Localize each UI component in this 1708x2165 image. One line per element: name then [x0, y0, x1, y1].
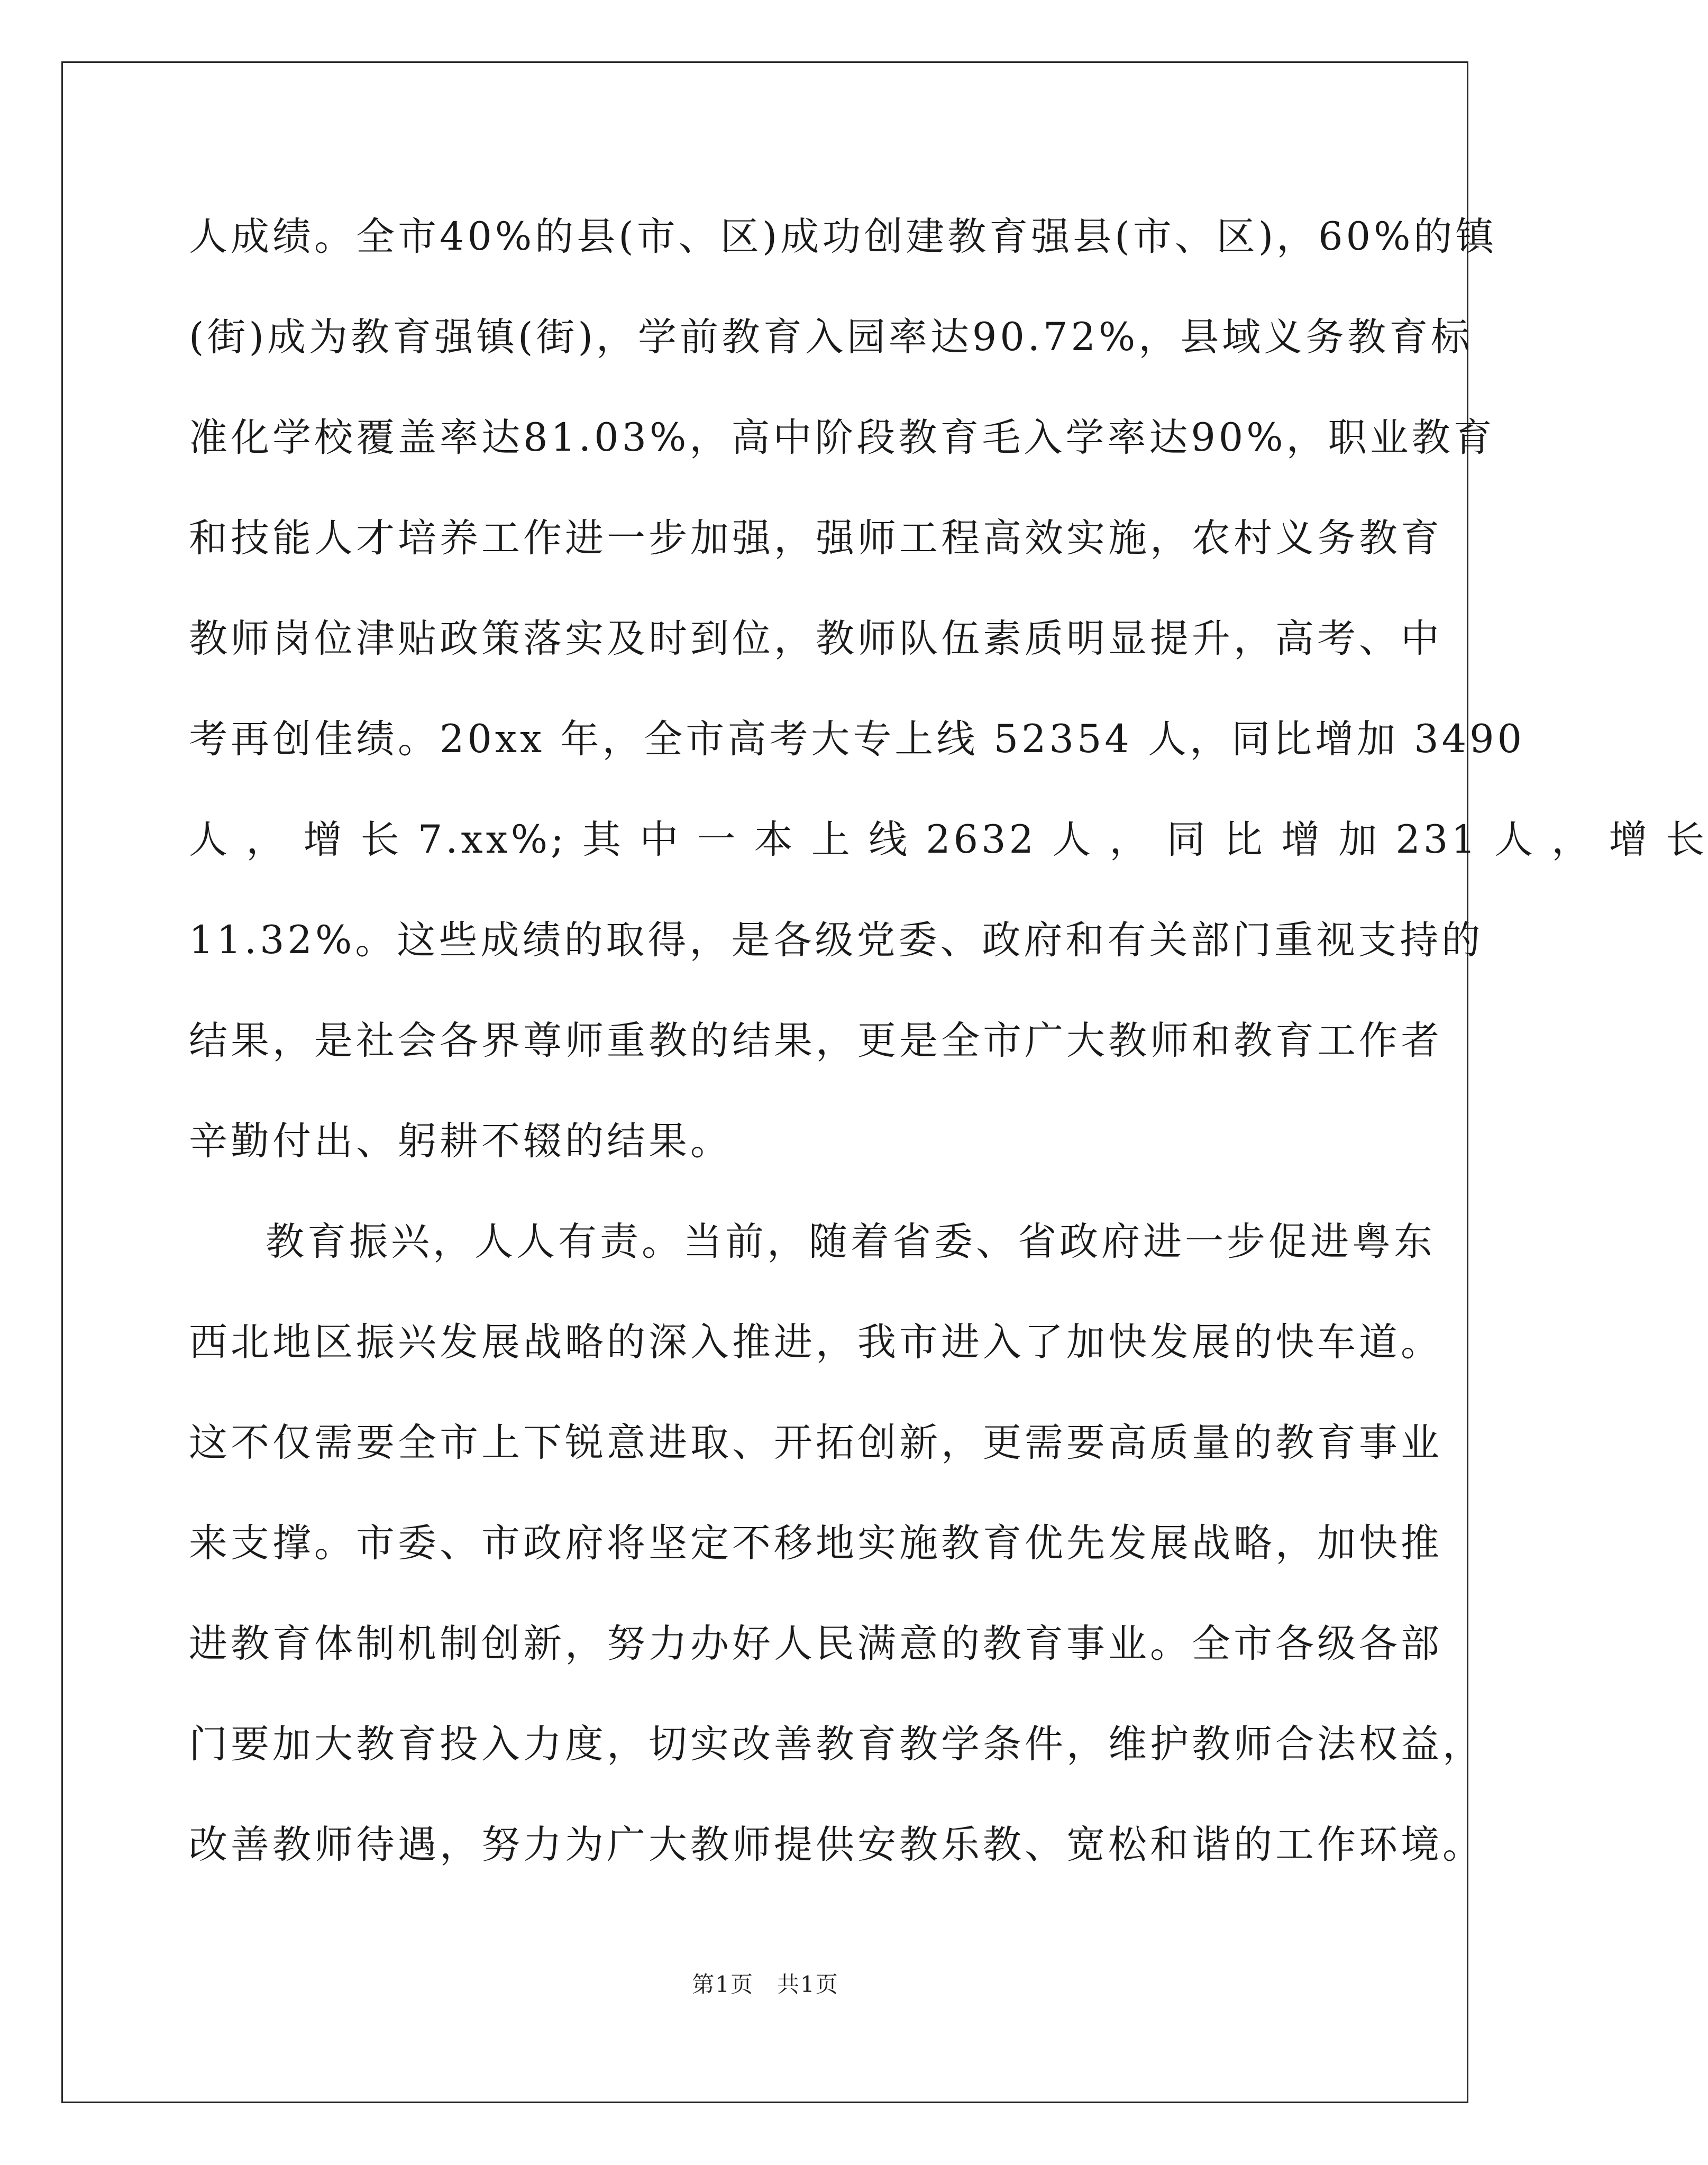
paragraph-2-line-1: 教育振兴，人人有责。当前，随着省委、省政府进一步促进粤东 [266, 1219, 1436, 1264]
paragraph-1-line-4: 和技能人才培养工作进一步加强，强师工程高效实施，农村义务教育 [189, 516, 1442, 561]
paragraph-2-line-7: 改善教师待遇，努力为广大教师提供安教乐教、宽松和谐的工作环境。 [189, 1822, 1484, 1867]
paragraph-1-line-2: (街)成为教育强镇(街)，学前教育入园率达90.72%，县域义务教育标 [189, 315, 1473, 360]
paragraph-2-line-3: 这不仅需要全市上下锐意进取、开拓创新，更需要高质量的教育事业 [189, 1420, 1442, 1465]
paragraph-2-line-4: 来支撑。市委、市政府将坚定不移地实施教育优先发展战略，加快推 [189, 1521, 1442, 1566]
page-number-footer: 第1页 共1页 [692, 1971, 839, 1997]
paragraph-1-line-5: 教师岗位津贴政策落实及时到位，教师队伍素质明显提升，高考、中 [189, 616, 1442, 661]
paragraph-2-line-5: 进教育体制机制创新，努力办好人民满意的教育事业。全市各级各部 [189, 1621, 1442, 1666]
paragraph-1-line-8: 11.32%。这些成绩的取得，是各级党委、政府和有关部门重视支持的 [189, 918, 1484, 963]
paragraph-1-line-9: 结果，是社会各界尊师重教的结果，更是全市广大教师和教育工作者 [189, 1018, 1442, 1063]
paragraph-1-line-10: 辛勤付出、躬耕不辍的结果。 [189, 1119, 732, 1164]
paragraph-1-line-1: 人成绩。全市40%的县(市、区)成功创建教育强县(市、区)，60%的镇 [189, 214, 1497, 259]
paragraph-2-line-2: 西北地区振兴发展战略的深入推进，我市进入了加快发展的快车道。 [189, 1320, 1442, 1365]
paragraph-1-line-6: 考再创佳绩。20xx 年，全市高考大专上线 52354 人，同比增加 3490 [189, 717, 1526, 762]
paragraph-1-line-3: 准化学校覆盖率达81.03%，高中阶段教育毛入学率达90%，职业教育 [189, 415, 1495, 460]
paragraph-1-line-7: 人 ， 增 长 7.xx%; 其 中 一 本 上 线 2632 人 ， 同 比 增 加 231 人 ， 增 长 [189, 817, 1708, 862]
paragraph-2-line-6: 门要加大教育投入力度，切实改善教育教学条件，维护教师合法权益， [189, 1722, 1484, 1767]
